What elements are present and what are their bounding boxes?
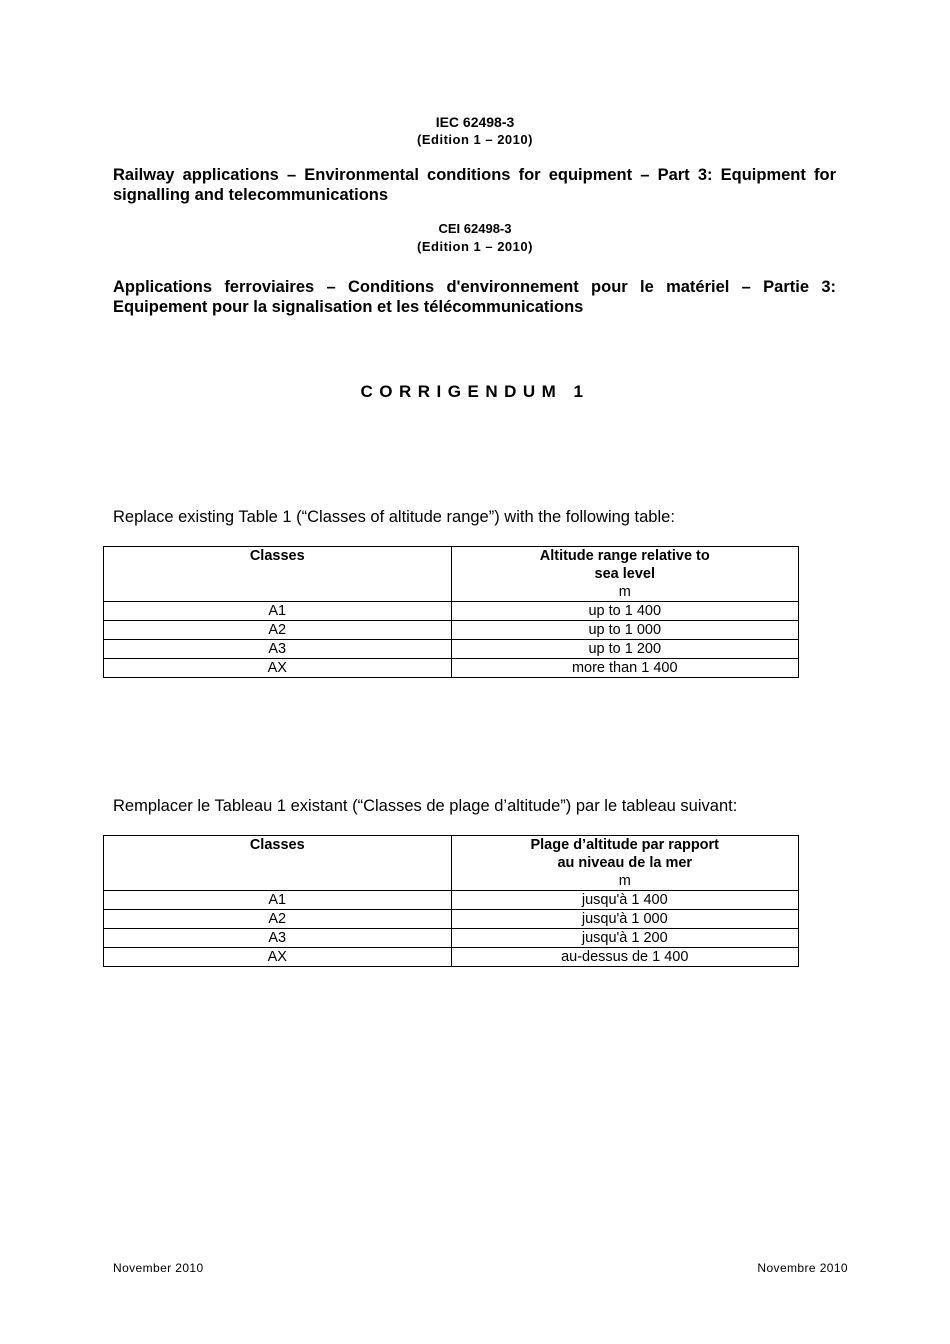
footer-date-en: November 2010 <box>113 1261 204 1275</box>
instruction-fr: Remplacer le Tableau 1 existant (“Classes de plage d’altitude”) par le tableau suivant: <box>113 797 738 815</box>
document-title-en: Railway applications – Environmental conditions for equipment – Part 3: Equipment for signalling and telecommunications <box>113 166 836 204</box>
range-cell: jusqu'à 1 400 <box>451 891 799 910</box>
table-row <box>104 910 799 929</box>
class-cell: A1 <box>104 891 452 910</box>
range-cell: up to 1 000 <box>451 621 799 640</box>
standard-code-fr: CEI 62498-3 <box>438 221 512 236</box>
table-row <box>104 891 799 910</box>
instruction-en: Replace existing Table 1 (“Classes of altitude range”) with the following table: <box>113 508 675 526</box>
class-cell: A1 <box>104 602 452 621</box>
column-header-altitude: Altitude range relative to sea level m <box>451 547 799 602</box>
standard-edition-en: (Edition 1 – 2010) <box>417 132 533 147</box>
table-row <box>104 602 799 621</box>
class-cell: A2 <box>104 621 452 640</box>
class-cell: A2 <box>104 910 452 929</box>
footer-date-fr: Novembre 2010 <box>757 1261 848 1275</box>
table-row <box>104 948 799 967</box>
standard-edition-fr: (Edition 1 – 2010) <box>417 239 533 254</box>
table-row <box>104 659 799 678</box>
range-cell: more than 1 400 <box>451 659 799 678</box>
column-header-classes: Classes <box>104 547 452 602</box>
class-cell: AX <box>104 948 452 967</box>
table-row <box>104 929 799 948</box>
standard-code-en: IEC 62498-3 <box>435 114 515 130</box>
class-cell: A3 <box>104 640 452 659</box>
table-row <box>104 640 799 659</box>
table-header-row <box>104 547 799 602</box>
table-header-row <box>104 836 799 891</box>
altitude-table-fr <box>103 835 799 967</box>
column-header-classes: Classes <box>104 836 452 891</box>
range-cell: jusqu'à 1 200 <box>451 929 799 948</box>
range-cell: jusqu'à 1 000 <box>451 910 799 929</box>
range-cell: au-dessus de 1 400 <box>451 948 799 967</box>
document-title-fr: Applications ferroviaires – Conditions d'environnement pour le matériel – Partie 3: Equipement pour la signalisation et les télécommunications <box>113 278 836 316</box>
table-row <box>104 621 799 640</box>
range-cell: up to 1 400 <box>451 602 799 621</box>
altitude-table-en <box>103 546 799 678</box>
range-cell: up to 1 200 <box>451 640 799 659</box>
class-cell: AX <box>104 659 452 678</box>
column-header-altitude: Plage d’altitude par rapport au niveau de la mer m <box>451 836 799 891</box>
class-cell: A3 <box>104 929 452 948</box>
corrigendum-heading: CORRIGENDUM 1 <box>360 382 590 401</box>
